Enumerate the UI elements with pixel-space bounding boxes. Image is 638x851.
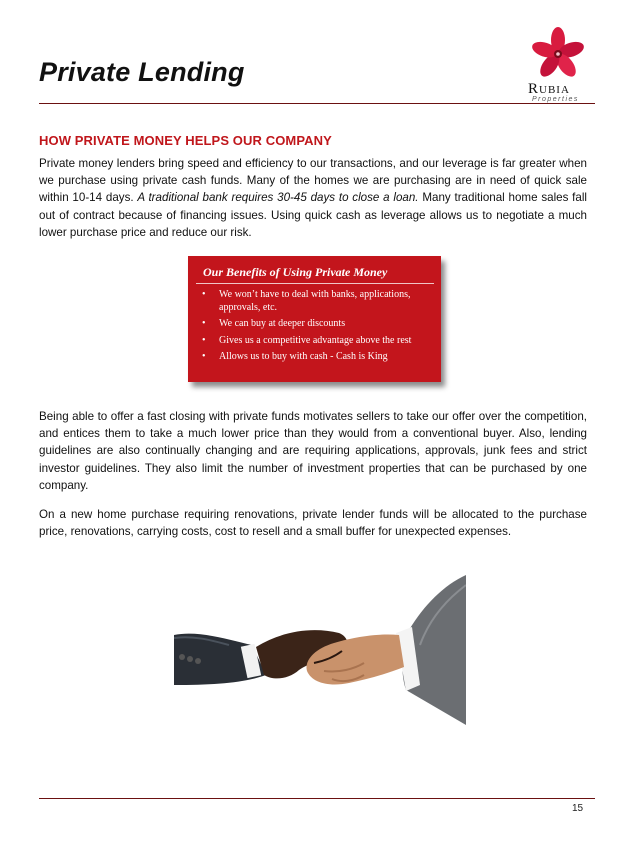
paragraph-1: Private money lenders bring speed and efficiency to our transactions, and our leverage is far greater when we purchase using private cash funds. Many of the homes we are purchasing are in need of quick sale within 10-14 days. A traditional bank requires 30-45 days to close a loan. Many traditional home sales fall out of contract because of financing issues. Using quick cash as leverage allows us to negotiate a much lower purchase price and reduce our risk. bbox=[39, 157, 587, 239]
paragraph-2: Being able to offer a fast closing with private funds motivates sellers to take our offer over the competition, and entices them to take a much lower price than they would from a conventional buyer. Also, lending guidelines are also continually changing and are requiring applications, approvals, junk fees and strict investor guidelines. They also limit the number of investment properties that can be purchased by one company. bbox=[39, 410, 587, 492]
list-item: • We can buy at deeper discounts bbox=[202, 318, 346, 329]
list-item: • Allows us to buy with cash - Cash is King bbox=[202, 351, 388, 362]
handshake-image bbox=[174, 575, 466, 745]
paragraph-1-emphasis: A traditional bank requires 30-45 days to close a loan. bbox=[137, 191, 419, 205]
handshake-photo bbox=[174, 575, 466, 745]
callout-divider bbox=[196, 283, 434, 284]
bullet-icon: • bbox=[202, 318, 206, 329]
company-logo bbox=[522, 26, 594, 106]
section-heading: HOW PRIVATE MONEY HELPS OUR COMPANY bbox=[39, 133, 332, 148]
benefits-callout-box bbox=[188, 256, 441, 382]
callout-title: Our Benefits of Using Private Money bbox=[203, 265, 388, 279]
logo-brand: RUBIA bbox=[528, 81, 570, 97]
bullet-icon: • bbox=[202, 351, 206, 362]
footer-divider bbox=[39, 798, 595, 799]
list-item: • Gives us a competitive advantage above the rest bbox=[202, 334, 412, 346]
bullet-icon: • bbox=[202, 334, 206, 346]
logo-subtitle: Properties bbox=[532, 96, 579, 103]
bullet-icon: • bbox=[202, 289, 206, 300]
header-divider bbox=[39, 103, 595, 104]
benefits-list bbox=[188, 289, 441, 368]
flower-logo-icon bbox=[522, 26, 594, 82]
paragraph-3: On a new home purchase requiring renovations, private lender funds will be allocated to the purchase price, renovations, carrying costs, cost to resell and a small buffer for unexpected expenses. bbox=[39, 508, 587, 539]
list-item: • We won’t have to deal with banks, applications, approvals, etc. bbox=[202, 289, 411, 313]
page-title: Private Lending bbox=[39, 57, 245, 87]
page-number: 15 bbox=[572, 803, 584, 814]
